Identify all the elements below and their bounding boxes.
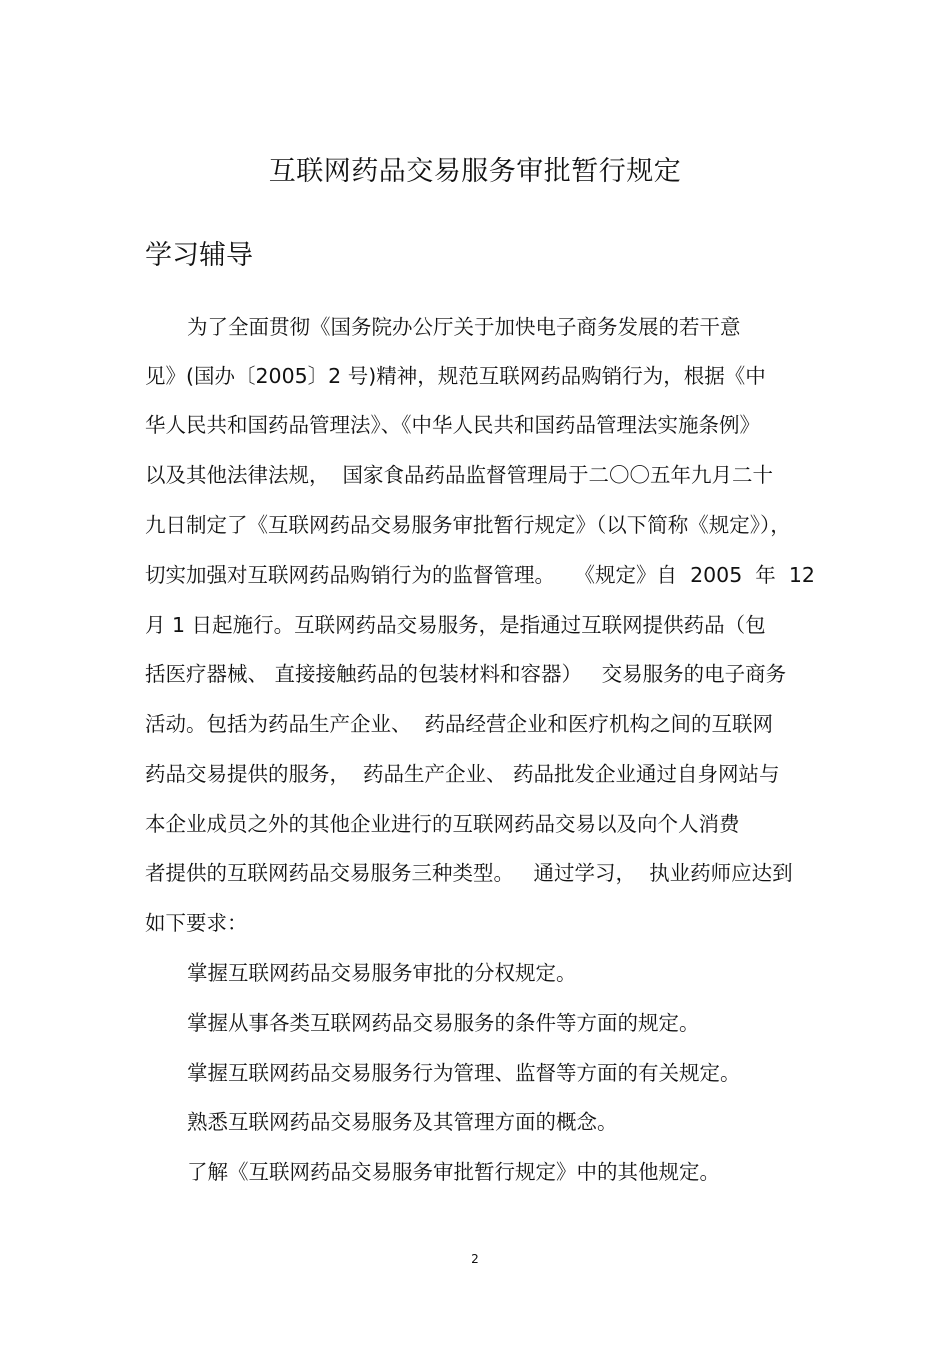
paragraph-line: 九日制定了《互联网药品交易服务审批暂行规定》（以下简称《规定》）， [145, 513, 791, 537]
paragraph-line: 本企业成员之外的其他企业进行的互联网药品交易以及向个人消费 [145, 812, 740, 836]
page-number: 2 [471, 1252, 479, 1266]
paragraph-line: 活动。包括为药品生产企业、 药品经营企业和医疗机构之间的互联网 [145, 712, 774, 736]
paragraph-line: 以及其他法律法规， 国家食品药品监督管理局于二〇〇五年九月二十 [145, 463, 774, 487]
section-heading: 学习辅导 [145, 240, 253, 271]
requirement-item: 掌握互联网药品交易服务行为管理、监督等方面的有关规定。 [187, 1061, 741, 1085]
document-title: 互联网药品交易服务审批暂行规定 [268, 156, 682, 187]
paragraph-line: 见》(国办〔2005〕2 号)精神，规范互联网药品购销行为，根据《中 [145, 364, 766, 388]
paragraph-line: 药品交易提供的服务， 药品生产企业、 药品批发企业通过自身网站与 [145, 762, 780, 786]
paragraph-line: 切实加强对互联网药品购销行为的监督管理。 《规定》自 2005 年 12 [145, 563, 815, 587]
paragraph-line: 为了全面贯彻《国务院办公厅关于加快电子商务发展的若干意 [187, 315, 741, 339]
paragraph-line: 月 1 日起施行。互联网药品交易服务，是指通过互联网提供药品（包 [145, 613, 766, 637]
requirement-item: 熟悉互联网药品交易服务及其管理方面的概念。 [187, 1110, 618, 1134]
paragraph-line: 如下要求： [145, 911, 248, 935]
paragraph-line: 者提供的互联网药品交易服务三种类型。 通过学习， 执业药师应达到 [145, 861, 793, 885]
requirement-item: 掌握从事各类互联网药品交易服务的条件等方面的规定。 [187, 1011, 700, 1035]
requirement-item: 掌握互联网药品交易服务审批的分权规定。 [187, 961, 577, 985]
paragraph-line: 括医疗器械、 直接接触药品的包装材料和容器） 交易服务的电子商务 [145, 662, 787, 686]
paragraph-line: 华人民共和国药品管理法》、《中华人民共和国药品管理法实施条例》 [145, 413, 760, 437]
requirement-item: 了解《互联网药品交易服务审批暂行规定》中的其他规定。 [187, 1160, 720, 1184]
